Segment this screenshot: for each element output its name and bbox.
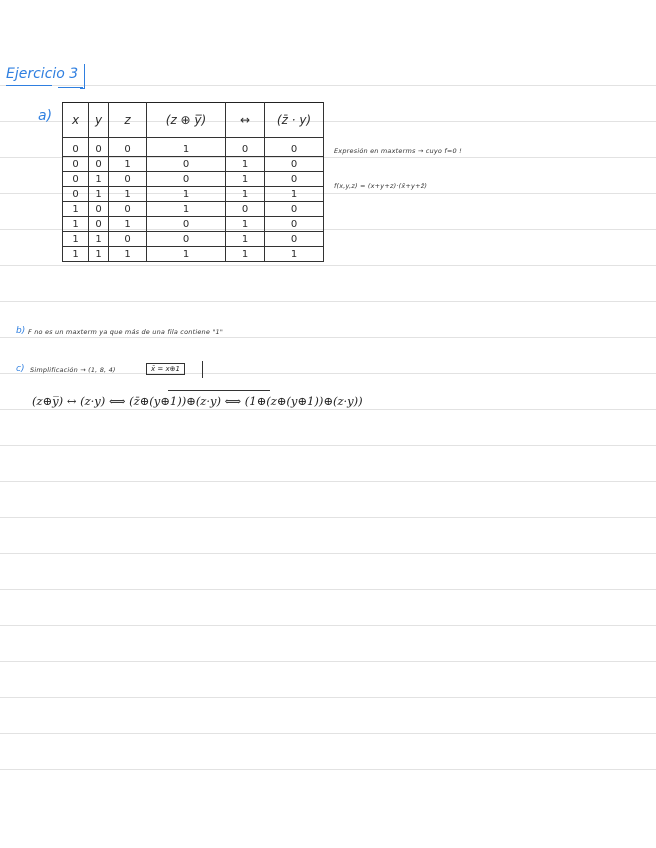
table-cell: 0 — [265, 232, 324, 247]
table-cell: 0 — [147, 172, 226, 187]
part-b-note: F no es un maxterm ya que más de una fila contiene "1" — [28, 328, 224, 336]
table-cell: 1 — [63, 202, 89, 217]
table-cell: 0 — [265, 157, 324, 172]
table-cell: 1 — [226, 187, 265, 202]
table-cell: 0 — [265, 172, 324, 187]
table-row — [63, 217, 324, 232]
header-and: (z̄ · y) — [265, 103, 324, 138]
header-z: z — [109, 103, 147, 138]
header-x: x — [63, 103, 89, 138]
table-cell: 1 — [109, 247, 147, 262]
table-cell: 0 — [147, 157, 226, 172]
table-cell: 0 — [63, 187, 89, 202]
part-c-label: c) — [16, 364, 25, 374]
table-cell: 1 — [89, 172, 109, 187]
header-xor: (z ⊕ y̅) — [147, 103, 226, 138]
simplification-equation: (z⊕y̅) ↔ (z·y) ⟺ (z̄⊕(y⊕1))⊕(z·y) ⟺ (1⊕(z⊕(y⊕1))⊕(z·y)) — [32, 394, 363, 408]
table-cell: 1 — [265, 187, 324, 202]
table-cell: 1 — [226, 247, 265, 262]
table-cell: 1 — [147, 187, 226, 202]
header-biconditional: ↔ — [226, 103, 265, 138]
table-cell: 1 — [226, 217, 265, 232]
maxterm-expression: f(x,y,z) = (x+y+z)·(x̄+y+z̄) — [334, 182, 428, 190]
table-cell: 1 — [89, 232, 109, 247]
table-cell: 1 — [109, 157, 147, 172]
exercise-title-text: Ejercicio 3 — [6, 66, 79, 82]
table-cell: 0 — [63, 157, 89, 172]
table-cell: 1 — [226, 157, 265, 172]
maxterm-note: Expresión en maxterms → cuyo f=0 ! — [334, 147, 462, 155]
truth-table — [62, 102, 324, 262]
exercise-title — [6, 66, 78, 82]
title-bracket — [80, 64, 85, 89]
table-cell: 0 — [109, 172, 147, 187]
table-cell: 0 — [89, 217, 109, 232]
table-cell: 0 — [147, 232, 226, 247]
table-cell: 1 — [147, 202, 226, 217]
table-cell: 1 — [147, 247, 226, 262]
table-cell: 1 — [226, 232, 265, 247]
part-b-label: b) — [16, 326, 26, 336]
table-cell: 0 — [63, 138, 89, 157]
table-cell: 0 — [265, 138, 324, 157]
table-cell: 0 — [147, 217, 226, 232]
table-cell: 1 — [89, 187, 109, 202]
table-cell: 1 — [89, 247, 109, 262]
table-row — [63, 247, 324, 262]
table-row — [63, 172, 324, 187]
table-cell: 0 — [265, 202, 324, 217]
table-cell: 1 — [226, 172, 265, 187]
table-cell: 1 — [265, 247, 324, 262]
part-a-label: a) — [38, 108, 53, 124]
identity-box-tail — [198, 361, 203, 378]
table-cell: 0 — [226, 138, 265, 157]
table-cell: 0 — [226, 202, 265, 217]
table-row — [63, 187, 324, 202]
table-row — [63, 232, 324, 247]
table-cell: 0 — [109, 202, 147, 217]
truth-table-header — [63, 103, 324, 138]
table-cell: 0 — [109, 138, 147, 157]
table-cell: 0 — [63, 172, 89, 187]
table-cell: 1 — [63, 232, 89, 247]
header-y: y — [89, 103, 109, 138]
identity-box: x̄ = x⊕1 — [146, 363, 185, 375]
table-cell: 0 — [265, 217, 324, 232]
table-cell: 0 — [89, 138, 109, 157]
table-cell: 1 — [147, 138, 226, 157]
table-cell: 1 — [109, 187, 147, 202]
table-cell: 0 — [89, 157, 109, 172]
title-underline — [6, 85, 52, 86]
negation-overline — [168, 390, 270, 391]
table-row — [63, 138, 324, 157]
table-cell: 1 — [63, 217, 89, 232]
part-c-note: Simplificación → (1, 8, 4) — [30, 366, 116, 374]
table-cell: 1 — [63, 247, 89, 262]
table-row — [63, 202, 324, 217]
table-cell: 1 — [109, 217, 147, 232]
table-row — [63, 157, 324, 172]
table-cell: 0 — [89, 202, 109, 217]
table-cell: 0 — [109, 232, 147, 247]
